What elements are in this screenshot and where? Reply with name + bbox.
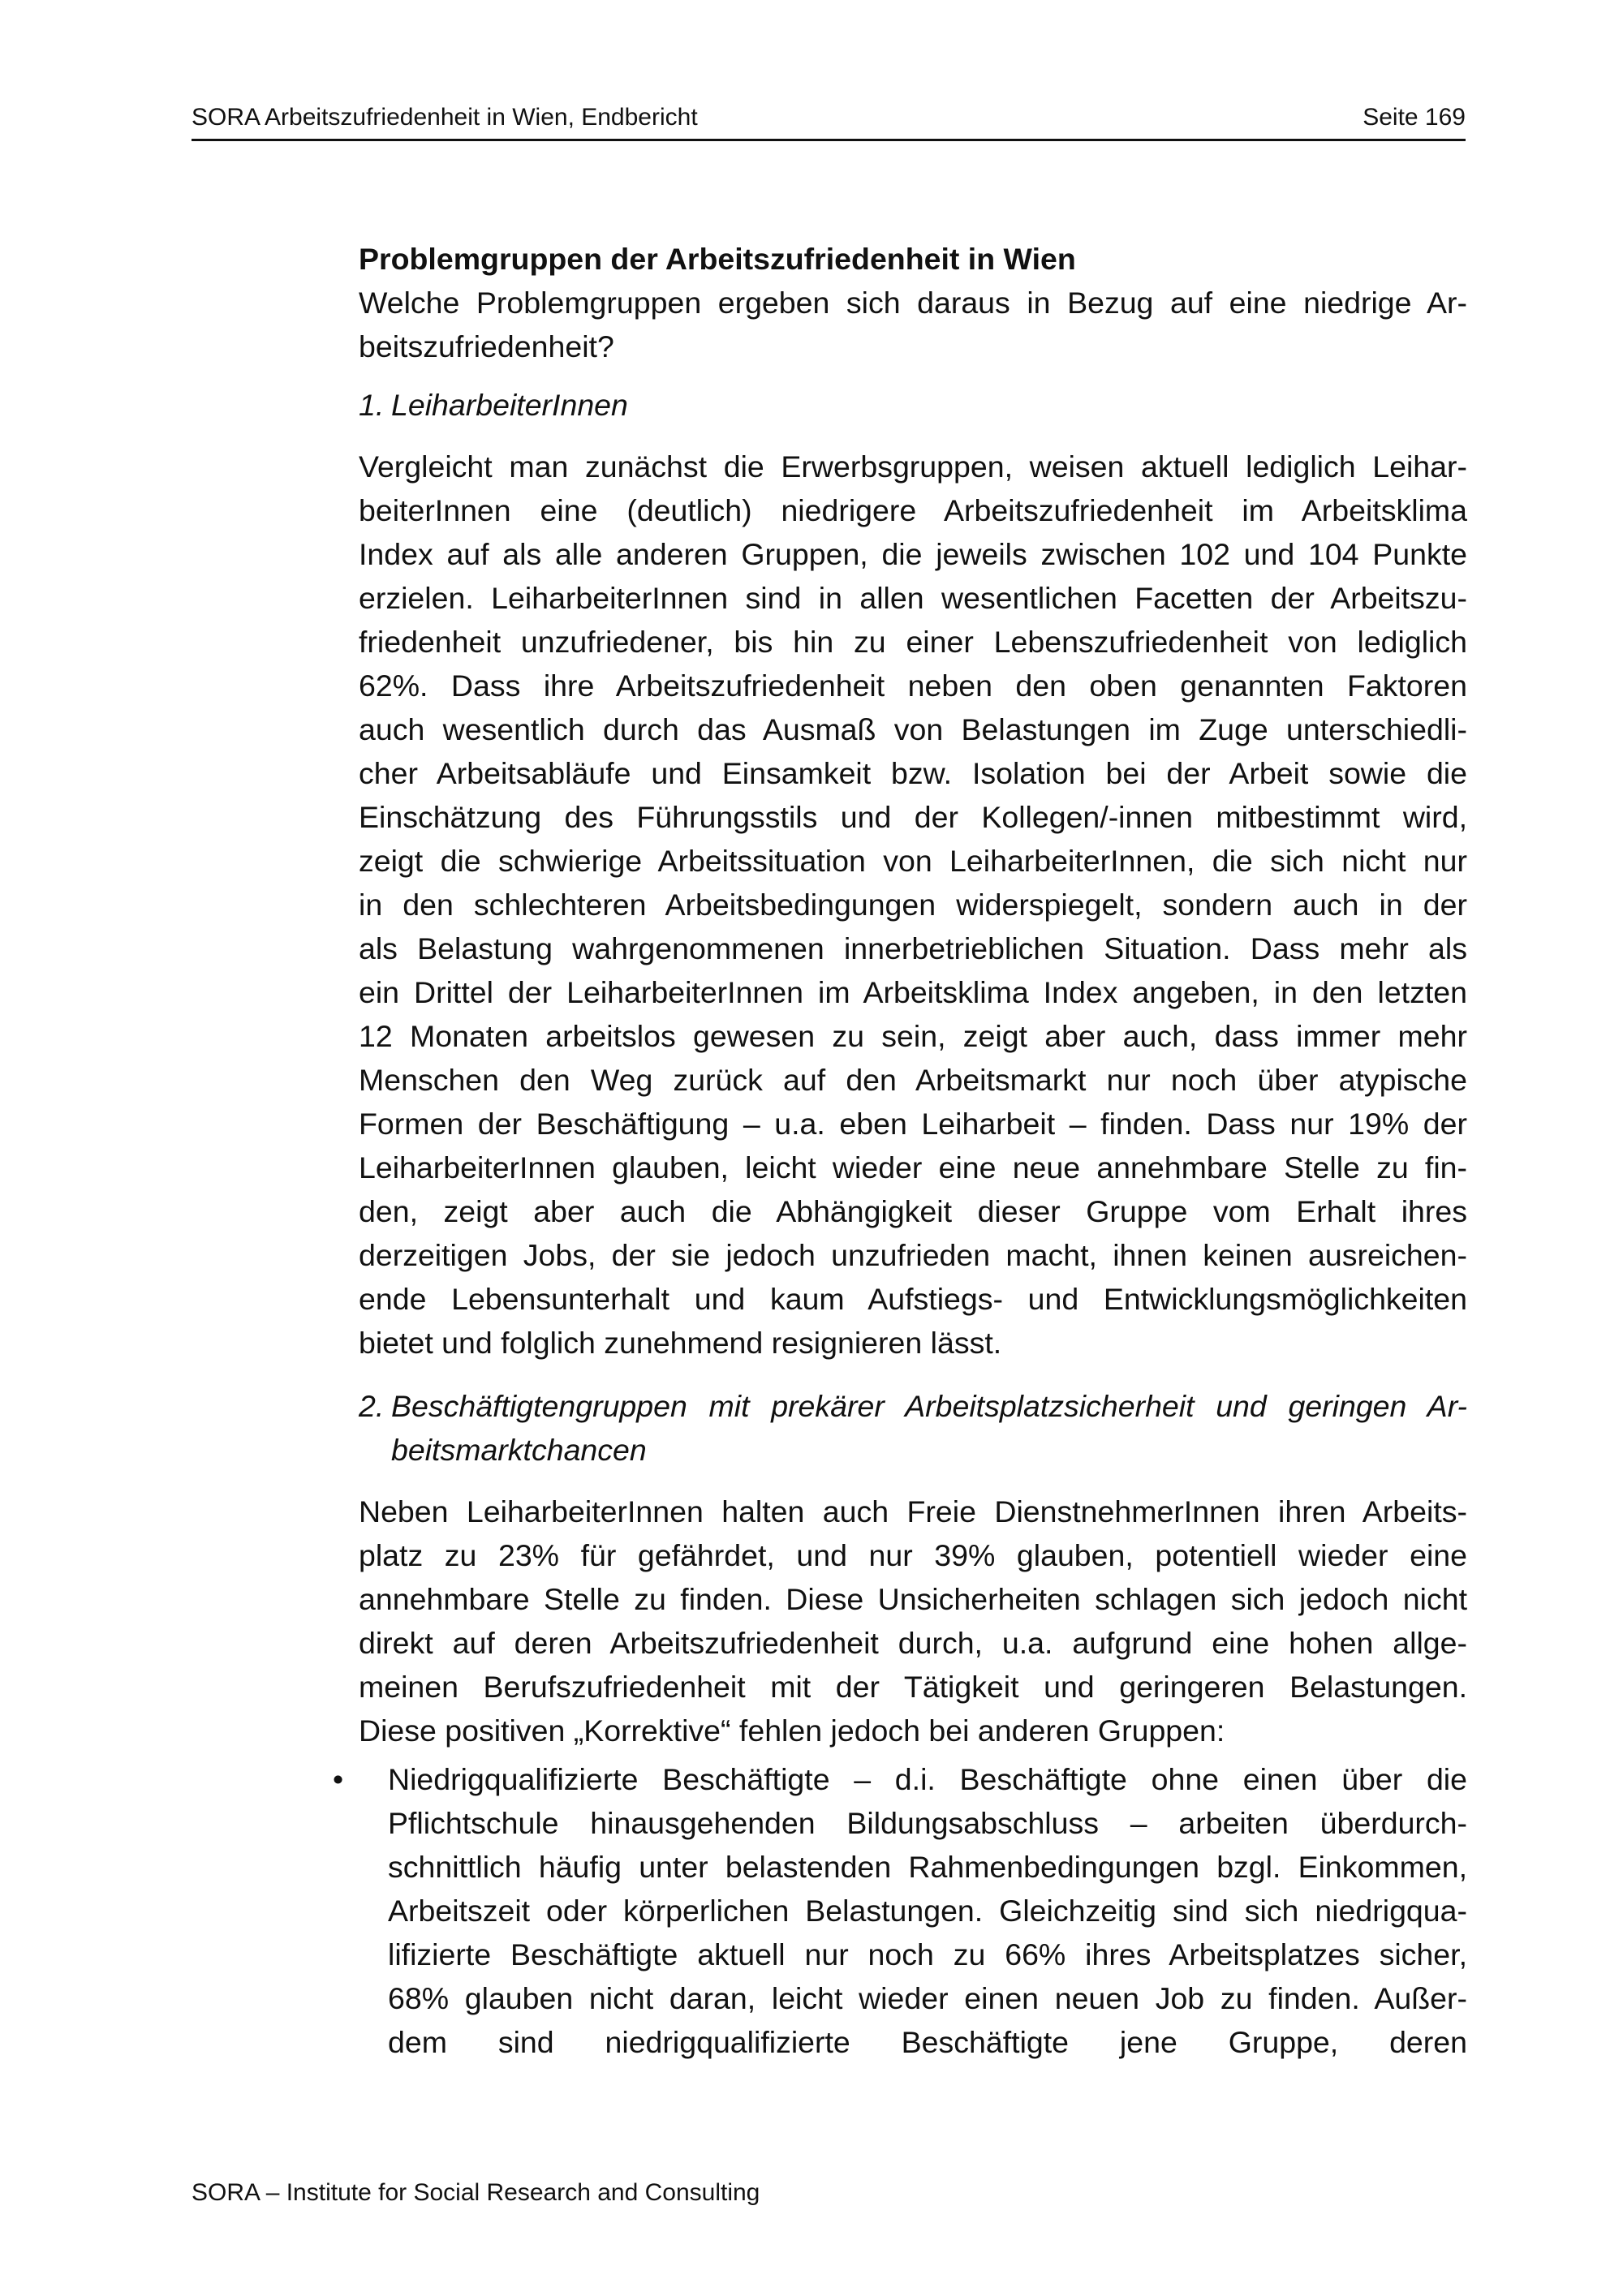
bullet-item <box>388 1757 1467 2064</box>
item-title-line: Beschäftigtengruppen mit prekärer Arbeitsplatzsicherheit und geringen Ar- <box>391 1389 1467 1423</box>
question-line: Welche Problemgruppen ergeben sich daraus in Bezug auf eine niedrige Ar- <box>359 286 1467 320</box>
paragraph-line: ende Lebensunterhalt und kaum Aufstiegs- und Entwicklungsmöglichkeiten <box>359 1282 1467 1316</box>
paragraph-line: als Belastung wahrgenommenen innerbetrieblichen Situation. Dass mehr als <box>359 931 1467 965</box>
paragraph-line: beiterInnen eine (deutlich) niedrigere Arbeitszufriedenheit im Arbeitsklima <box>359 493 1467 527</box>
paragraph-line: Formen der Beschäftigung – u.a. eben Leiharbeit – finden. Dass nur 19% der <box>359 1107 1467 1141</box>
paragraph-line: den, zeigt aber auch die Abhängigkeit dieser Gruppe vom Erhalt ihres <box>359 1194 1467 1228</box>
paragraph-line: 12 Monaten arbeitslos gewesen zu sein, zeigt aber auch, dass immer mehr <box>359 1019 1467 1053</box>
item-title-line: beitsmarktchancen <box>391 1433 647 1467</box>
report-title: SORA Arbeitszufriedenheit in Wien, Endbericht <box>192 104 698 131</box>
bullet-line: lifizierte Beschäftigte aktuell nur noch zu 66% ihres Arbeitsplatzes sicher, <box>388 1937 1467 1971</box>
paragraph-line: Vergleicht man zunächst die Erwerbsgruppen, weisen aktuell lediglich Leihar- <box>359 449 1467 484</box>
paragraph-line: friedenheit unzufriedener, bis hin zu einer Lebenszufriedenheit von lediglich <box>359 625 1467 659</box>
bullet-icon: • <box>333 1762 344 1796</box>
paragraph-line: Diese positiven „Korrektive“ fehlen jedoch bei anderen Gruppen: <box>359 1713 1225 1748</box>
paragraph-line: in den schlechteren Arbeitsbedingungen widerspiegelt, sondern auch in der <box>359 888 1467 922</box>
paragraph-line: Neben LeiharbeiterInnen halten auch Freie DienstnehmerInnen ihren Arbeits- <box>359 1494 1467 1529</box>
paragraph-line: 62%. Dass ihre Arbeitszufriedenheit neben den oben genannten Faktoren <box>359 669 1467 703</box>
paragraph-line: platz zu 23% für gefährdet, und nur 39% glauben, potentiell wieder eine <box>359 1538 1467 1572</box>
paragraph-line: auch wesentlich durch das Ausmaß von Belastungen im Zuge unterschiedli- <box>359 712 1467 746</box>
header-divider <box>192 139 1466 141</box>
bullet-line: schnittlich häufig unter belastenden Rahmenbedingungen bzgl. Einkommen, <box>388 1850 1467 1884</box>
paragraph-line: ein Drittel der LeiharbeiterInnen im Arbeitsklima Index angeben, in den letzten <box>359 975 1467 1009</box>
page-header <box>192 104 1466 140</box>
paragraph-line: meinen Berufszufriedenheit mit der Tätigkeit und geringeren Belastungen. <box>359 1670 1467 1704</box>
paragraph-line: LeiharbeiterInnen glauben, leicht wieder eine neue annehmbare Stelle zu fin- <box>359 1150 1467 1185</box>
paragraph-line: cher Arbeitsabläufe und Einsamkeit bzw. Isolation bei der Arbeit sowie die <box>359 756 1467 790</box>
paragraph-line: derzeitigen Jobs, der sie jedoch unzufrieden macht, ihnen keinen ausreichen- <box>359 1238 1467 1272</box>
bullet-line: Niedrigqualifizierte Beschäftigte – d.i. Beschäftigte ohne einen über die <box>388 1762 1467 1796</box>
paragraph-line: erzielen. LeiharbeiterInnen sind in allen wesentlichen Facetten der Arbeitszu- <box>359 581 1467 615</box>
item-1-paragraph <box>359 445 1467 1365</box>
bullet-line: Arbeitszeit oder körperlichen Belastungen. Gleichzeitig sind sich niedrigqua- <box>388 1894 1467 1928</box>
section-intro <box>359 237 1467 368</box>
bullet-line: dem sind niedrigqualifizierte Beschäftigte jene Gruppe, deren <box>388 2025 1467 2059</box>
paragraph-line: zeigt die schwierige Arbeitssituation von LeiharbeiterInnen, die sich nicht nur <box>359 844 1467 878</box>
paragraph-line: Menschen den Weg zurück auf den Arbeitsmarkt nur noch über atypische <box>359 1063 1467 1097</box>
paragraph-line: direkt auf deren Arbeitszufriedenheit durch, u.a. aufgrund eine hohen allge- <box>359 1626 1467 1660</box>
bullet-line: 68% glauben nicht daran, leicht wieder einen neuen Job zu finden. Außer- <box>388 1981 1467 2015</box>
bullet-line: Pflichtschule hinausgehenden Bildungsabschluss – arbeiten überdurch- <box>388 1806 1467 1840</box>
paragraph-line: Index auf als alle anderen Gruppen, die jeweils zwischen 102 und 104 Punkte <box>359 537 1467 571</box>
paragraph-line: bietet und folglich zunehmend resignieren lässt. <box>359 1326 1002 1360</box>
page-footer: SORA – Institute for Social Research and Consulting <box>192 2179 760 2206</box>
item-number: 1. <box>359 388 385 422</box>
question-line: beitszufriedenheit? <box>359 329 614 363</box>
paragraph-line: annehmbare Stelle zu finden. Diese Unsicherheiten schlagen sich jedoch nicht <box>359 1582 1467 1616</box>
page-number: Seite 169 <box>1363 104 1466 131</box>
item-2-paragraph <box>359 1490 1467 1752</box>
section-heading: Problemgruppen der Arbeitszufriedenheit in Wien <box>359 242 1076 276</box>
item-number: 2. <box>359 1389 385 1423</box>
paragraph-line: Einschätzung des Führungsstils und der Kollegen/-innen mitbestimmt wird, <box>359 800 1467 834</box>
item-title: LeiharbeiterInnen <box>391 388 628 422</box>
